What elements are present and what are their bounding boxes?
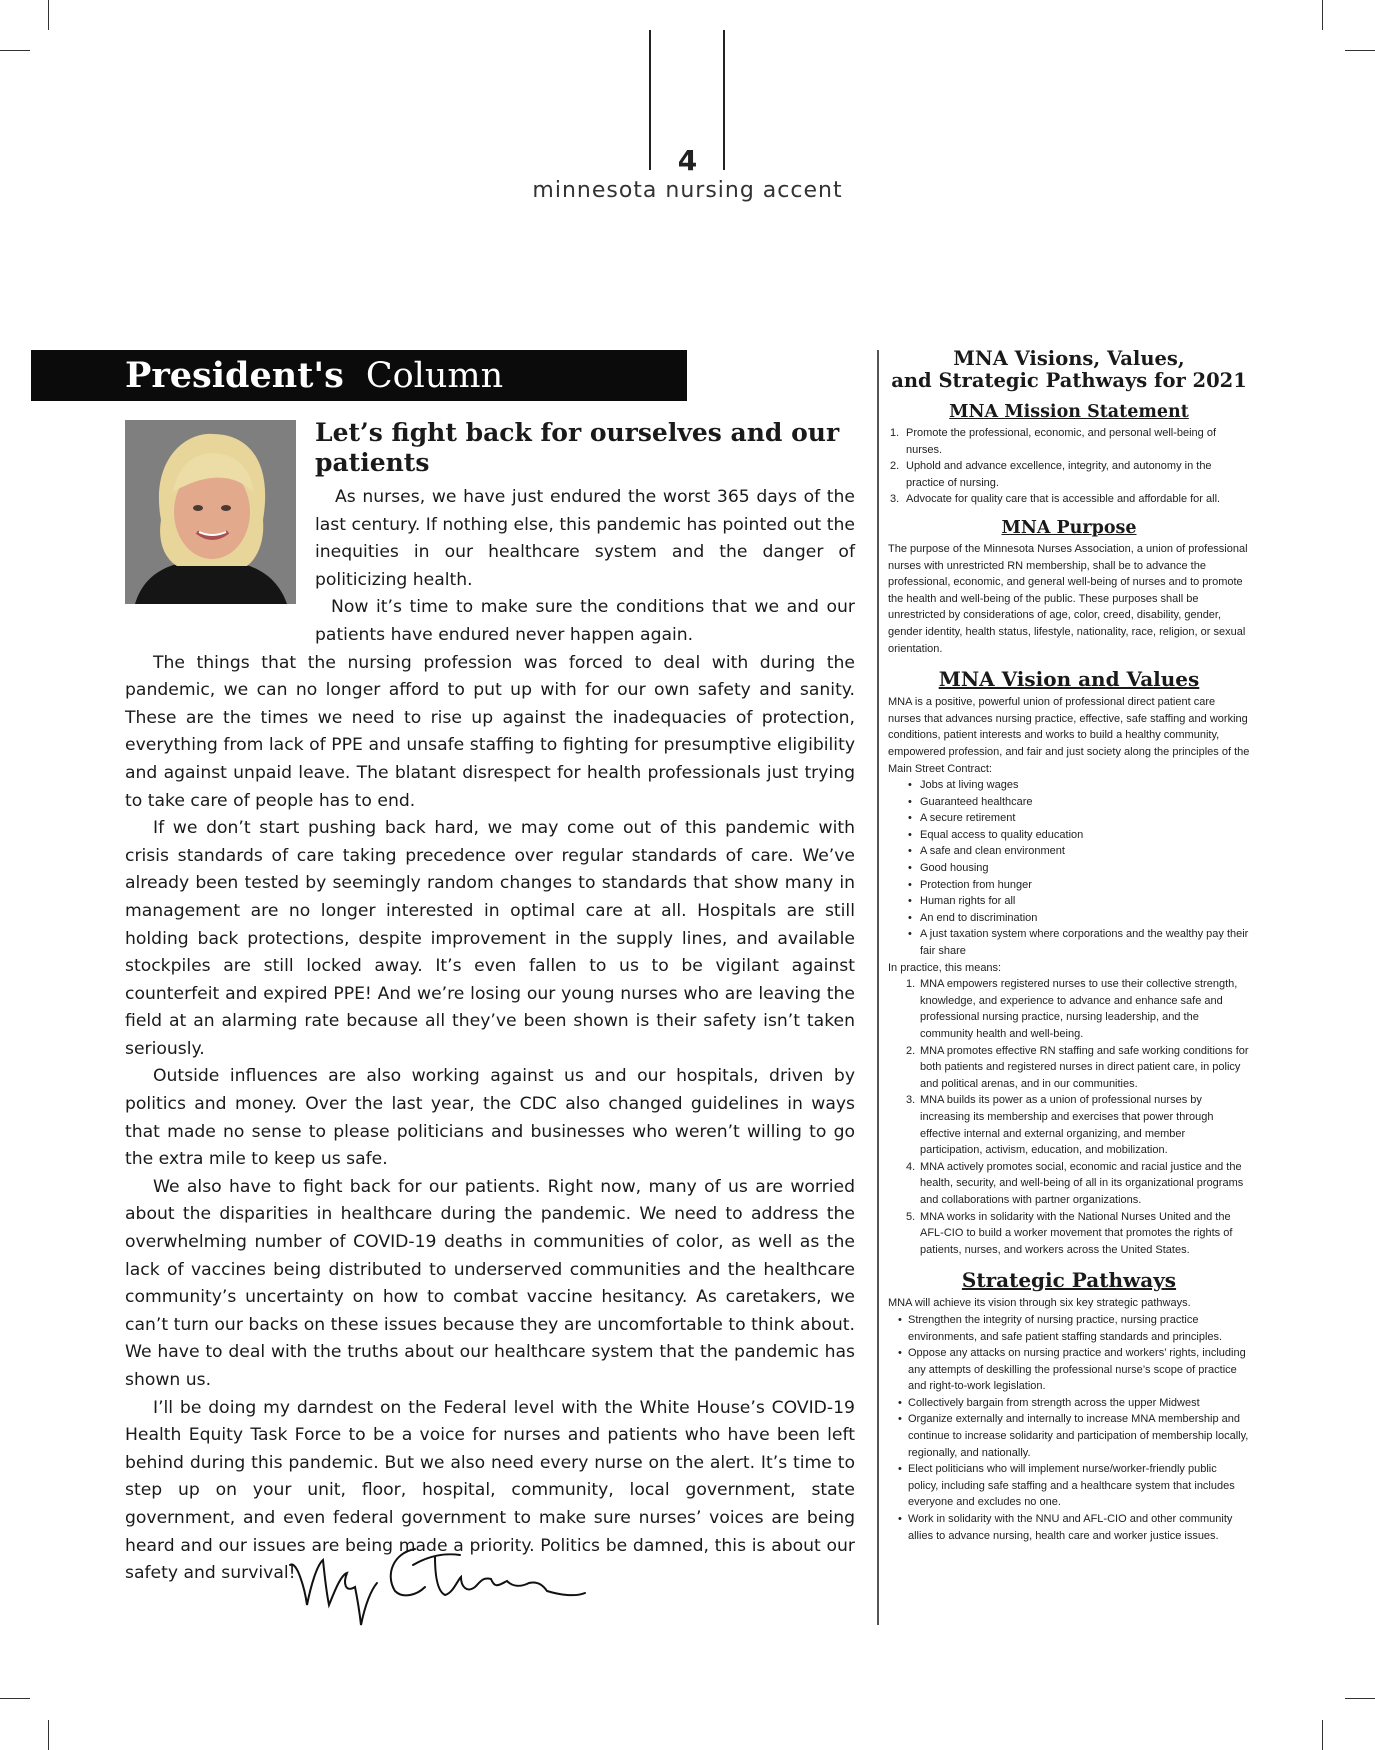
strategic-item: • Strengthen the integrity of nursing practice, nursing practice environments, and safe patient staffing standards and principles. xyxy=(898,1313,1223,1343)
strategic-list xyxy=(888,1312,1250,1544)
contract-item: • Jobs at living wages xyxy=(908,779,1019,792)
contract-item: • A safe and clean environment xyxy=(908,845,1065,858)
strategic-heading: Strategic Pathways xyxy=(961,1268,1177,1293)
article-paragraph: Now it’s time to make sure the conditions that we and our patients have endured never happen again. xyxy=(315,597,855,645)
mission-item: 2. Uphold and advance excellence, integrity, and autonomy in the practice of nursing. xyxy=(890,460,1212,489)
strategic-item: • Organize externally and internally to increase MNA membership and continue to increase solidarity and participation of membership locally, regionally, and nationally. xyxy=(898,1413,1249,1459)
photo-wrap-space xyxy=(125,484,315,636)
sidebar-title-line: and Strategic Pathways for 2021 xyxy=(891,369,1247,392)
article-paragraph: I’ll be doing my darndest on the Federal level with the White House’s COVID-19 Health Equity Task Force to be a voice for nurses and patients who have been left behind during this pandemic. But we also need every nurse on the alert. It’s time to step up on your unit, floor, hospital, community, local government, state government, and even federal government to make sure nurses’ voices are being heard and our issues are being made a priority. Politics be damned, this is about our safety and survival! xyxy=(125,1397,855,1584)
contract-item: • A secure retirement xyxy=(908,812,1016,825)
article-paragraph: If we don’t start pushing back hard, we may come out of this pandemic with crisis standards of care taking precedence over regular standards of care. We’ve already been tested by seemingly random changes to standards that show many in management are no longer interested in optimal care at all. Hospitals are still holding back protections, despite improvement in the supply lines, and available stockpiles are still locked away. It’s even fallen to us to be vigilant against counterfeit and expired PPE! And we’re losing our young nurses who are leaving the field at an alarming rate because all they’ve been shown is their safety isn’t taken seriously. xyxy=(125,818,855,1059)
strategic-item: • Work in solidarity with the NNU and AFL-CIO and other community allies to advance nursing, health care and worker justice issues. xyxy=(898,1513,1233,1542)
practice-item: 2. MNA promotes effective RN staffing and safe working conditions for both patients and registered nurses in direct patient care, in policy and political arenas, and in our communities. xyxy=(906,1044,1249,1090)
contract-item: • Human rights for all xyxy=(908,895,1016,908)
crop-mark xyxy=(1345,50,1375,51)
purpose-text: The purpose of the Minnesota Nurses Association, a union of professional nurses with unrestricted RN membership, shall be to advance the professional, economic, and general well-being of nurses and to promote the health and well-being of the public. These purposes shall be unrestricted by considerations of age, color, creed, disability, gender, gender identity, health status, lifestyle, nationality, race, religion, or sexual orientation. xyxy=(888,542,1248,655)
sidebar-title-line: MNA Visions, Values, xyxy=(953,347,1185,370)
contract-item: • Good housing xyxy=(908,862,989,875)
practice-item: 1. MNA empowers registered nurses to use their collective strength, knowledge, and experience to advance and enhance safe and professional nursing practice, nursing leadership, and the community health and well-being. xyxy=(906,978,1238,1040)
sidebar-title xyxy=(888,348,1250,392)
column-banner xyxy=(31,350,687,401)
crop-mark xyxy=(0,1698,30,1699)
mission-heading: MNA Mission Statement xyxy=(949,402,1189,422)
column-divider xyxy=(877,350,879,1625)
strategic-item: • Collectively bargain from strength across the upper Midwest xyxy=(898,1396,1200,1409)
practice-list xyxy=(888,976,1250,1258)
strategic-item: • Elect politicians who will implement nurse/worker-friendly public policy, including safe staffing and a healthcare system that includes everyone and excludes no one. xyxy=(898,1463,1235,1509)
contract-item: • An end to discrimination xyxy=(908,911,1038,924)
crop-mark xyxy=(0,50,30,51)
crop-mark xyxy=(1345,1698,1375,1699)
banner-title-bold: President's xyxy=(125,355,344,396)
crop-mark xyxy=(48,1720,49,1750)
mission-item: 1. Promote the professional, economic, and personal well-being of nurses. xyxy=(890,427,1217,456)
practice-intro: In practice, this means: xyxy=(888,961,1002,974)
crop-mark xyxy=(48,0,49,30)
purpose-heading: MNA Purpose xyxy=(1001,517,1137,538)
article-paragraph: As nurses, we have just endured the worst 365 days of the last century. If nothing else, this pandemic has pointed out the inequities in our healthcare system and the danger of politicizing health. xyxy=(315,487,855,590)
signature xyxy=(285,1535,595,1635)
article-paragraph: The things that the nursing profession was forced to deal with during the pandemic, we can no longer afford to put up with for our own safety and sanity. These are the times we need to rise up against the inadequacies of protection, everything from lack of PPE and unsafe staffing to fighting for presumptive eligibility and against unpaid leave. The blatant disrespect for health professionals just trying to take care of people has to end. xyxy=(125,652,855,811)
mission-list xyxy=(888,425,1250,508)
strategic-intro: MNA will achieve its vision through six key strategic pathways. xyxy=(888,1297,1191,1310)
sidebar xyxy=(888,348,1250,1544)
practice-item: 3. MNA builds its power as a union of professional nurses by increasing its membership and exercises that power through effective internal and external organizing, and member participation, activism, education, and mobilization. xyxy=(906,1094,1214,1157)
article-headline: Let’s fight back for ourselves and our patients xyxy=(315,418,840,477)
strategic-item: • Oppose any attacks on nursing practice and workers’ rights, including any attempts of deskilling the professional nurse’s scope of practice and right-to-work legislation. xyxy=(898,1347,1246,1393)
contract-item: • Protection from hunger xyxy=(908,878,1032,891)
contract-item: • A just taxation system where corporations and the wealthy pay their fair share xyxy=(908,928,1249,958)
practice-item: 4. MNA actively promotes social, economic and racial justice and the health, security, and well-being of all in its organizational programs and collaborations with partner organizations. xyxy=(906,1160,1244,1206)
page-number: 4 xyxy=(677,144,698,177)
contract-item: • Equal access to quality education xyxy=(908,828,1084,841)
vision-intro: MNA is a positive, powerful union of professional direct patient care nurses that advances nursing practice, effective, safe staffing and working conditions, patient interests and works to build a healthy community, empowered profession, and fair and just society along the principles of the Main Street Contract: xyxy=(888,696,1250,775)
article-paragraph: Outside influences are also working against us and our hospitals, driven by politics and money. Over the last year, the CDC also changed guidelines in ways that made no sense to please politicians and businesses who weren’t willing to go the extra mile to keep us safe. xyxy=(125,1066,855,1170)
article-paragraph: We also have to fight back for our patients. Right now, many of us are worried about the disparities in healthcare during the pandemic. We need to address the overwhelming number of COVID-19 deaths in communities of color, as well as the lack of vaccines being distributed to underserved communities and the healthcare community’s uncertainty on how to combat vaccine hesitancy. As caretakers, we can’t turn our backs on these issues because they are uncomfortable to think about. We have to deal with the truths about our healthcare system that the pandemic has shown us. xyxy=(125,1176,855,1390)
article xyxy=(125,418,855,1588)
main-street-contract-list xyxy=(888,777,1250,960)
mission-item: 3. Advocate for quality care that is accessible and affordable for all. xyxy=(890,493,1221,506)
crop-mark xyxy=(1322,1720,1323,1750)
contract-item: • Guaranteed healthcare xyxy=(908,795,1033,808)
vision-heading: MNA Vision and Values xyxy=(938,667,1200,692)
practice-item: 5. MNA works in solidarity with the National Nurses United and the AFL-CIO to build a worker movement that promotes the rights of patients, nurses, and workers across the United States. xyxy=(906,1210,1233,1256)
crop-mark xyxy=(1322,0,1323,30)
banner-title-light: Column xyxy=(365,355,504,396)
publication-name: minnesota nursing accent xyxy=(532,178,843,203)
